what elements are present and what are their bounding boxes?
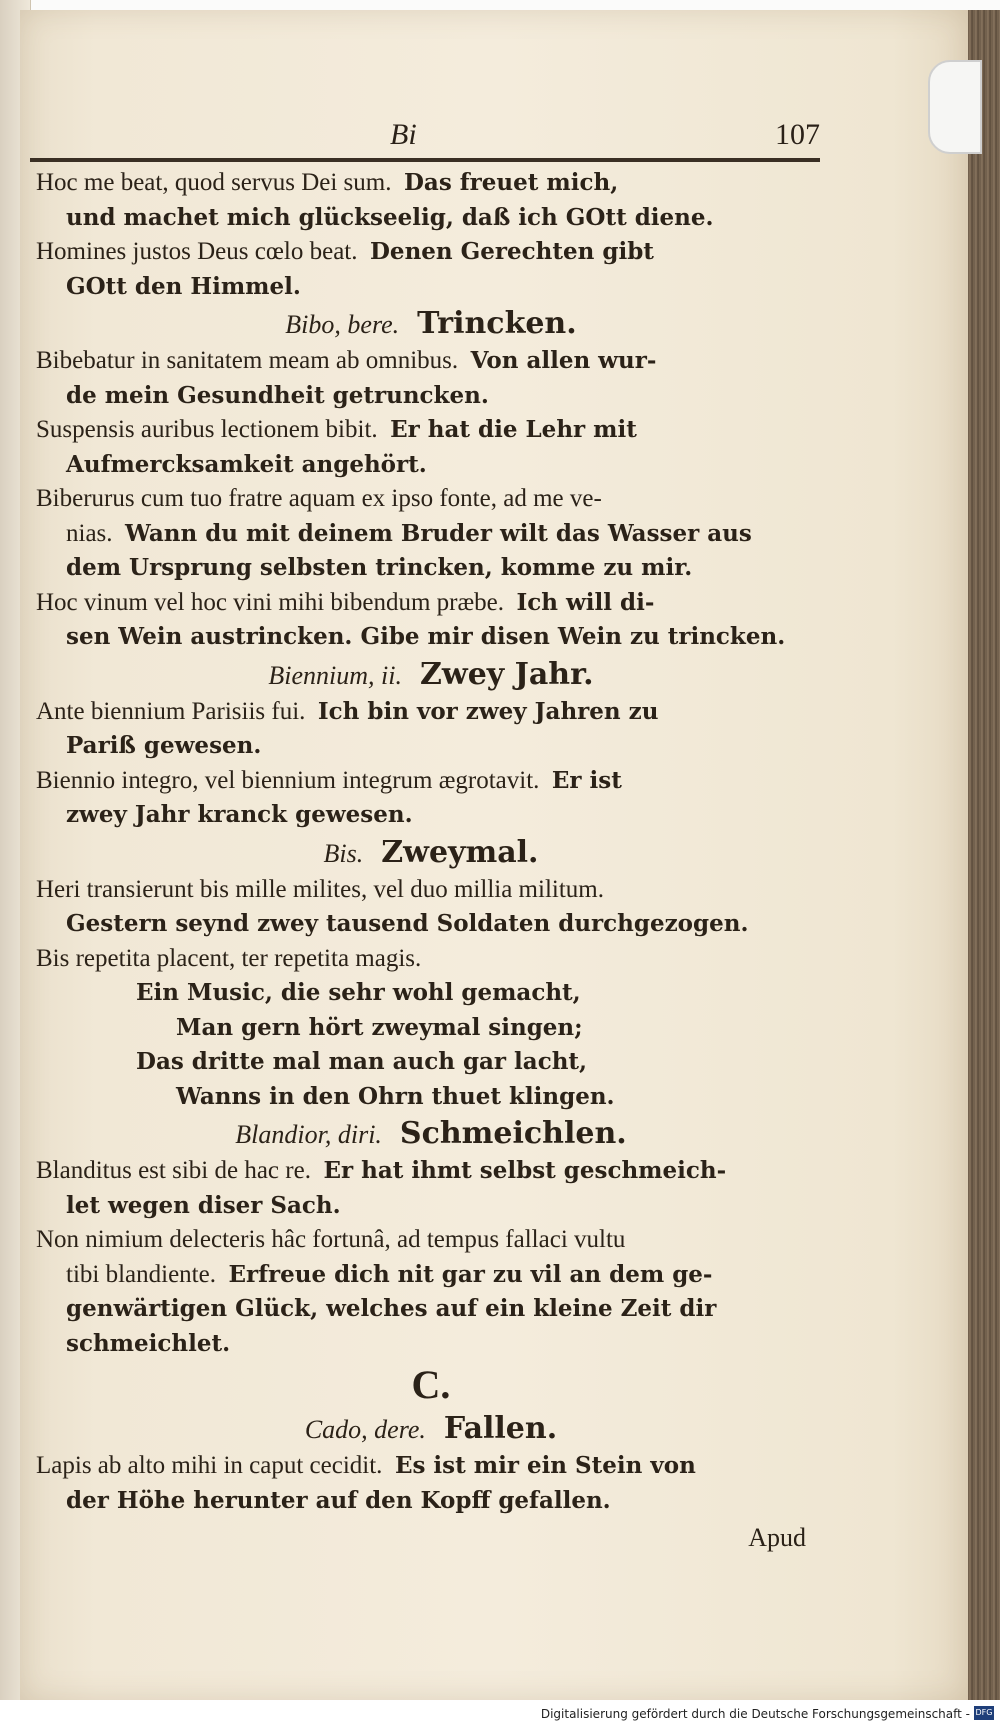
text-line [36,729,826,764]
text-line [36,270,826,305]
german-text: Erfreue dich nit gar zu vil an dem ge- [228,1260,713,1288]
latin-text: Ante biennium Parisiis fui. [36,697,306,725]
latin-text: Blanditus est sibi de hac re. [36,1157,311,1184]
header-rule [30,158,820,162]
lemma-latin: Cado, dere. [304,1415,426,1444]
german-text: Es ist mir ein Stein von [394,1452,696,1479]
text-line [36,166,826,201]
latin-text: Lapis ab alto mihi in caput cecidit. [36,1452,383,1479]
german-text: Ich will di- [516,588,655,616]
latin-text: Biberurus cum tuo fratre aquam ex ipso fonte, ad me ve- [36,485,602,512]
text-line [36,586,826,621]
lemma-german: Trincken. [417,306,577,341]
german-text: de mein Gesundheit getruncken. [66,381,489,409]
latin-text: Bibebatur in sanitatem meam ab omnibus. [36,347,459,374]
verse-line [36,1011,826,1046]
entry-heading [36,1409,826,1449]
text-line [36,1292,826,1327]
text-line [36,482,826,517]
text-line [36,201,826,236]
text-line [36,1449,826,1484]
lemma-german: Schmeichlen. [399,1116,627,1151]
verse-line [36,976,826,1011]
german-text: sen Wein austrincken. Gibe mir disen Wein zu trincken. [66,623,786,650]
german-text: GOtt den Himmel. [66,272,301,300]
german-text: Das dritte mal man auch gar lacht, [136,1048,588,1075]
german-text: Wann du mit deinem Bruder wilt das Wasser aus [125,519,752,547]
german-text: Wanns in den Ohrn thuet klingen. [176,1082,615,1110]
text-line [36,448,826,483]
latin-text: Suspensis auribus lectionem bibit. [36,416,378,443]
german-text: Pariß gewesen. [66,732,262,759]
german-text: genwärtigen Glück, welches auf ein kleine Zeit dir [66,1295,717,1322]
german-text: Man gern hört zweymal singen; [176,1013,583,1041]
lemma-german: Zwey Jahr. [419,656,594,692]
text-line [36,942,826,977]
latin-text: Homines justos Deus cœlo beat. [36,238,358,265]
text-line [36,1223,826,1258]
running-head [30,118,820,158]
german-text: Aufmercksamkeit angehört. [66,450,427,478]
page-tab-marker [928,60,982,154]
text-line [36,907,826,942]
german-text: Das freuet mich, [403,169,619,196]
page-text [36,166,826,1558]
german-text: Er ist [551,766,622,794]
book-page-edges [968,10,1000,1700]
german-text: dem Ursprung selbsten trincken, komme zu mir. [66,554,693,581]
dfg-logo: DFG [974,1706,994,1720]
lemma-latin: Blandior, diri. [235,1120,382,1149]
german-text: Ein Music, die sehr wohl gemacht, [136,979,581,1006]
text-line [36,235,826,270]
text-line [36,1189,826,1224]
german-text: der Höhe herunter auf den Kopff gefallen. [66,1486,611,1514]
german-text: Gestern seynd zwey tausend Soldaten durchgezogen. [66,910,749,937]
verse-line [36,1045,826,1080]
page-number: 107 [775,118,820,151]
german-text: Er hat die Lehr mit [390,416,637,443]
latin-text: Hoc vinum vel hoc vini mihi bibendum præbe. [36,588,504,616]
entry-heading [36,304,826,344]
entry-heading [36,833,826,873]
german-text: Denen Gerechten gibt [369,238,654,265]
text-line [36,764,826,799]
text-line [36,1327,826,1362]
catchword: Apud [748,1523,806,1552]
latin-text: Bis repetita placent, ter repetita magis. [36,944,422,972]
german-text: zwey Jahr kranck gewesen. [66,801,413,828]
running-head-title: Bi [390,118,417,151]
lemma-german: Fallen. [443,1411,558,1446]
lemma-latin: Biennium, ii. [268,660,402,690]
german-text: schmeichlet. [66,1329,231,1357]
latin-text: Biennio integro, vel biennium integrum ægrotavit. [36,766,540,794]
text-line [36,517,826,552]
text-line [36,798,826,833]
lemma-latin: Bis. [323,838,364,868]
text-line [36,344,826,379]
text-line [36,695,826,730]
german-text: let wegen diser Sach. [66,1191,341,1219]
text-line [36,1484,826,1519]
entry-heading [36,1114,826,1154]
german-text: Er hat ihmt selbst geschmeich- [323,1157,727,1184]
text-line [36,1154,826,1189]
text-line [36,551,826,586]
latin-text: tibi blandiente. [66,1260,216,1288]
text-line [36,413,826,448]
verse-line [36,1080,826,1115]
latin-text: Non nimium delecteris hâc fortunâ, ad tempus fallaci vultu [36,1226,626,1253]
lemma-latin: Bibo, bere. [285,310,400,339]
text-line [36,620,826,655]
german-text: Ich bin vor zwey Jahren zu [317,697,659,725]
latin-text: Heri transierunt bis mille milites, vel duo millia militum. [36,875,604,903]
text-line [36,873,826,908]
entry-heading [36,655,826,695]
section-letter: C. [411,1362,451,1407]
german-text: Von allen wur- [470,347,657,374]
digitization-credit: Digitalisierung gefördert durch die Deutsche Forschungsgemeinschaft - [540,1707,970,1721]
german-text: und machet mich glückseelig, daß ich GOtt diene. [66,203,714,231]
latin-text: Hoc me beat, quod servus Dei sum. [36,169,392,196]
latin-text: nias. [66,519,113,547]
lemma-german: Zweymal. [381,834,539,870]
text-line [36,379,826,414]
text-line [36,1258,826,1293]
